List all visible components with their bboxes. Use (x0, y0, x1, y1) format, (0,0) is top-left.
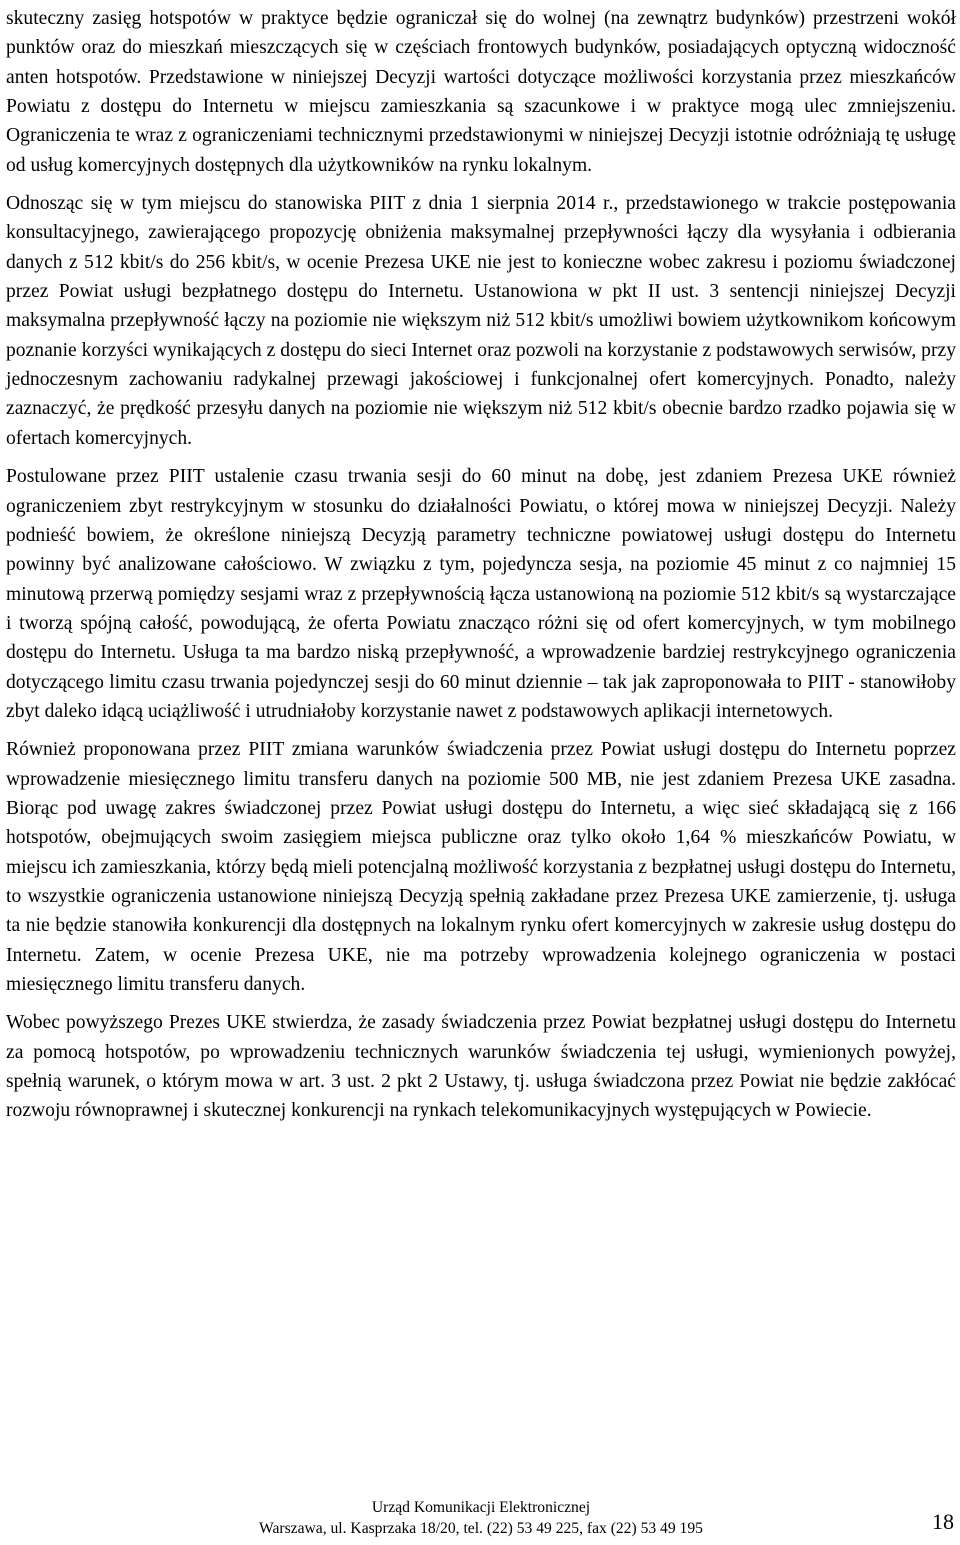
footer-office-name: Urząd Komunikacji Elektronicznej (371, 1499, 591, 1516)
paragraph: Postulowane przez PIIT ustalenie czasu trwania sesji do 60 minut na dobę, jest zdaniem Prezesa UKE również ograniczeniem zbyt restrykcyjnym w stosunku do działalności Powiatu, o której mowa w niniejszej Decyzji. Należy podnieść bowiem, że określone niniejszą Decyzją parametry techniczne powiatowej usługi dostępu do Internetu powinny być analizowane całościowo. W związku z tym, pojedyncza sesja, na poziomie 45 minut z co najmniej 15 minutową przerwą pomiędzy sesjami wraz z przepływnością łącza ustanowioną na poziomie 512 kbit/s są wystarczające i tworzą spójną całość, powodującą, że oferta Powiatu znacząco różni się od ofert komercyjnych, w tym mobilnego dostępu do Internetu. Usługa ta ma bardzo niską przepływność, a wprowadzenie bardziej restrykcyjnego ograniczenia dotyczącego limitu czasu trwania pojedynczej sesji do 60 minut dziennie – tak jak zaproponowała to PIIT - stanowiłoby zbyt daleko idącą uciążliwość i utrudniałoby korzystanie nawet z podstawowych aplikacji internetowych. (6, 466, 956, 722)
paragraph: Odnosząc się w tym miejscu do stanowiska PIIT z dnia 1 sierpnia 2014 r., przedstawionego w trakcie postępowania konsultacyjnego, zawierającego propozycję obniżenia maksymalnej przepływności łączy dla wysyłania i odbierania danych z 512 kbit/s do 256 kbit/s, w ocenie Prezesa UKE nie jest to konieczne wobec zakresu i poziomu świadczonej przez Powiat usługi bezpłatnego dostępu do Internetu. Ustanowiona w pkt II ust. 3 sentencji niniejszej Decyzji maksymalna przepływność łączy na poziomie nie większym niż 512 kbit/s umożliwi bowiem użytkownikom końcowym poznanie korzyści wynikających z dostępu do sieci Internet oraz pozwoli na korzystanie z podstawowych serwisów, przy jednoczesnym zachowaniu radykalnej przewagi jakościowej i funkcjonalnej ofert komercyjnych. Ponadto, należy zaznaczyć, że prędkość przesyłu danych na poziomie nie większym niż 512 kbit/s obecnie bardzo rzadko pojawia się w ofertach komercyjnych. (6, 193, 956, 449)
paragraph: skuteczny zasięg hotspotów w praktyce będzie ograniczał się do wolnej (na zewnątrz budynków) przestrzeni wokół punktów oraz do mieszkań mieszczących się w częściach frontowych budynków, posiadających optyczną widoczność anten hotspotów. Przedstawione w niniejszej Decyzji wartości dotyczące możliwości korzystania przez mieszkańców Powiatu z dostępu do Internetu w miejscu zamieszkania są szacunkowe i w praktyce mogą ulec zmniejszeniu. Ograniczenia te wraz z ograniczeniami technicznymi przedstawionymi w niniejszej Decyzji istotnie odróżniają tę usługę od usług komercyjnych dostępnych dla użytkowników na rynku lokalnym. (6, 8, 956, 176)
footer-contact (236, 1497, 726, 1539)
document-body (6, 4, 956, 1126)
footer-address: Warszawa, ul. Kasprzaka 18/20, tel. (22) 53 49 225, fax (22) 53 49 195 (259, 1520, 703, 1537)
paragraph: Wobec powyższego Prezes UKE stwierdza, że zasady świadczenia przez Powiat bezpłatnej usługi dostępu do Internetu za pomocą hotspotów, po wprowadzeniu technicznych warunków świadczenia tej usługi, wymienionych powyżej, spełnią warunek, o którym mowa w art. 3 ust. 2 pkt 2 Ustawy, tj. usługa świadczona przez Powiat nie będzie zakłócać rozwoju równoprawnej i skutecznej konkurencji na rynkach telekomunikacyjnych występujących w Powiecie. (6, 1012, 956, 1122)
paragraph: Również proponowana przez PIIT zmiana warunków świadczenia przez Powiat usługi dostępu do Internetu poprzez wprowadzenie miesięcznego limitu transferu danych na poziomie 500 MB, nie jest zdaniem Prezesa UKE zasadna. Biorąc pod uwagę zakres świadczonej przez Powiat usługi dostępu do Internetu, a więc sieć składającą się z 166 hotspotów, obejmujących swoim zasięgiem miejsca publiczne oraz tylko około 1,64 % mieszkańców Powiatu, w miejscu ich zamieszkania, którzy będą mieli potencjalną możliwość korzystania z bezpłatnej usługi dostępu do Internetu, to wszystkie ograniczenia ustanowione niniejszą Decyzją spełnią zakładane przez Prezesa UKE zamierzenie, tj. usługa ta nie będzie stanowiła konkurencji dla dostępnych na lokalnym rynku ofert komercyjnych w zakresie usług dostępu do Internetu. Zatem, w ocenie Prezesa UKE, nie ma potrzeby wprowadzenia kolejnego ograniczenia w postaci miesięcznego limitu transferu danych. (6, 739, 956, 995)
page-number: 18 (932, 1509, 954, 1534)
page-footer (0, 1497, 960, 1541)
